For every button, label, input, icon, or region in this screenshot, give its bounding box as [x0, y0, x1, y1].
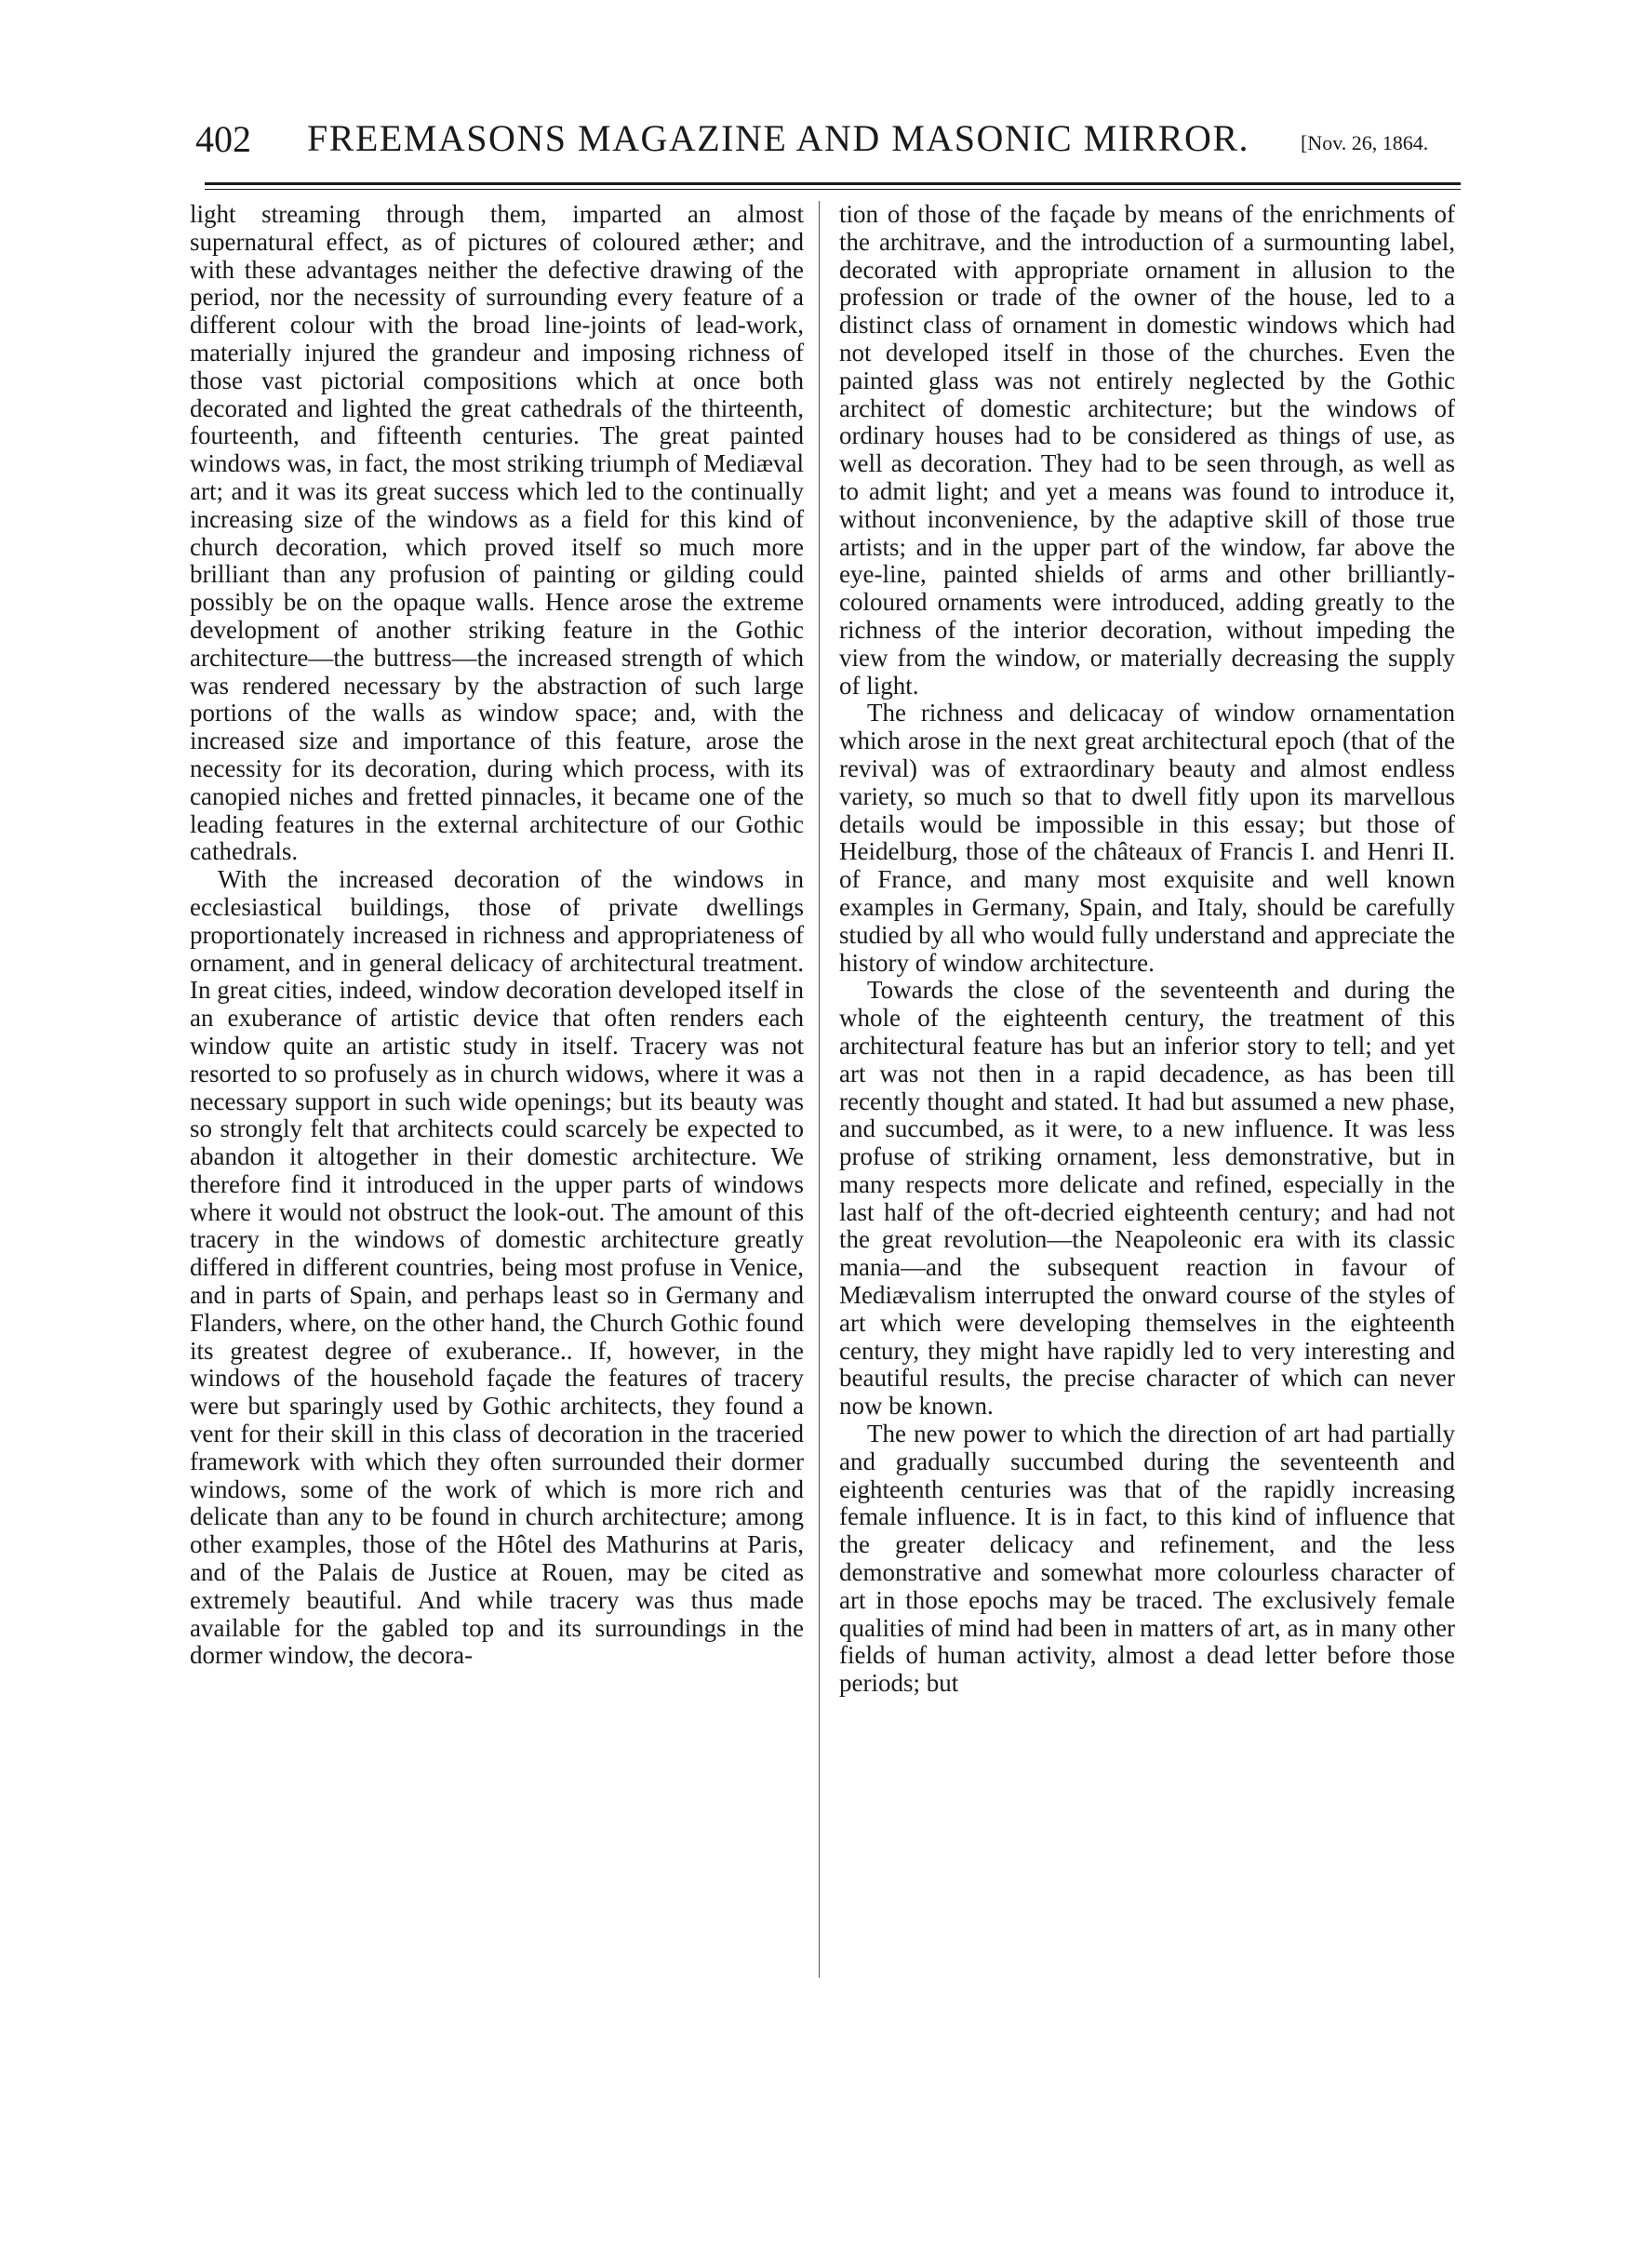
right-paragraph-3: Towards the close of the seventeenth and during the whole of the eighteenth century, the treatment of this architectural feature has but an inferior story to tell; and yet art was not then in a rapid decadence, as has been till recently thought and stated. It had but assumed a new phase, and succumbed, as it were, to a new influence. It was less profuse of striking ornament, less demonstrative, but in many respects more delicate and refined, especially in the last half of the oft-decried eighteenth century; and had not the great revolution—the Neapoleonic era with its classic mania—and the subsequent reaction in favour of Mediævalism interrupted the onward course of the styles of art which were developing themselves in the eighteenth century, they might have rapidly led to very interesting and beautiful results, the precise character of which can never now be known. [839, 976, 1455, 1421]
right-paragraph-4: The new power to which the direction of art had partially and gradually succumbed during the seventeenth and eighteenth centuries was that of the rapidly increasing female influence. It is in fact, to this kind of influence that the greater delicacy and refinement, and the less demonstrative and somewhat more colourless character of art in those epochs may be traced. The exclusively female qualities of mind had been in matters of art, as in many other fields of human activity, almost a dead letter before those periods; but [839, 1420, 1455, 1698]
issue-date: [Nov. 26, 1864. [1301, 131, 1429, 154]
right-paragraph-1: tion of those of the façade by means of the enrichments of the architrave, and the introduction of a surmounting label, decorated with appropriate ornament in allusion to the profession or trade of the owner of the house, led to a distinct class of ornament in domestic windows which had not developed itself in those of the churches. Even the painted glass was not entirely neglected by the Gothic architect of domestic architecture; but the windows of ordinary houses had to be considered as things of use, as well as decoration. They had to be seen through, as well as to admit light; and yet a means was found to introduce it, without inconvenience, by the adaptive skill of those true artists; and in the upper part of the window, far above the eye-line, painted shields of arms and other brilliantly-coloured ornaments were introduced, adding greatly to the richness of the interior decoration, without impeding the view from the window, or materially decreasing the supply of light. [839, 200, 1455, 700]
page-number: 402 [195, 118, 251, 160]
left-paragraph-1: light streaming through them, imparted an almost supernatural effect, as of pictures of coloured æther; and with these advantages neither the defective drawing of the period, nor the necessity of surrounding every feature of a different colour with the broad line-joints of lead-work, materially injured the grandeur and imposing richness of those vast pictorial compositions which at once both decorated and lighted the great cathedrals of the thirteenth, fourteenth, and fifteenth centuries. The great painted windows was, in fact, the most striking triumph of Mediæval art; and it was its great success which led to the continually increasing size of the windows as a field for this kind of church decoration, which proved itself so much more brilliant than any profusion of painting or gilding could possibly be on the opaque walls. Hence arose the extreme development of another striking feature in the Gothic architecture—the buttress—the increased strength of which was rendered necessary by the abstraction of such large portions of the walls as window space; and, with the increased size and importance of this feature, arose the necessity for its decoration, during which process, with its canopied niches and fretted pinnacles, it became one of the leading features in the external architecture of our Gothic cathedrals. [190, 200, 804, 866]
right-paragraph-2: The richness and delicacay of window ornamentation which arose in the next great architectural epoch (that of the revival) was of extraordinary beauty and almost endless variety, so much so that to dwell fitly upon its marvellous details would be impossible in this essay; but those of Heidelburg, those of the châteaux of Francis I. and Henri II. of France, and many most exquisite and well known examples in Germany, Spain, and Italy, should be carefully studied by all who would fully understand and appreciate the history of window architecture. [839, 699, 1455, 977]
column-divider [819, 201, 820, 1978]
left-column [190, 201, 804, 1670]
header-rule-thin [205, 189, 1461, 190]
header-rule-thick [205, 182, 1461, 185]
right-column [839, 201, 1455, 1698]
running-title: FREEMASONS MAGAZINE AND MASONIC MIRROR. [307, 117, 1250, 159]
left-paragraph-2: With the increased decoration of the windows in ecclesiastical buildings, those of private dwellings proportionately increased in richness and appropriateness of ornament, and in general delicacy of architectural treatment. In great cities, indeed, window decoration developed itself in an exuberance of artistic device that often renders each window quite an artistic study in itself. Tracery was not resorted to so profusely as in church widows, where it was a necessary support in such wide openings; but its beauty was so strongly felt that architects could scarcely be expected to abandon it altogether in their domestic architecture. We therefore find it introduced in the upper parts of windows where it would not obstruct the look-out. The amount of this tracery in the windows of domestic architecture greatly differed in different countries, being most profuse in Venice, and in parts of Spain, and perhaps least so in Germany and Flanders, where, on the other hand, the Church Gothic found its greatest degree of exuberance.. If, however, in the windows of the household façade the features of tracery were but sparingly used by Gothic architects, they found a vent for their skill in this class of decoration in the traceried framework with which they often surrounded their dormer windows, some of the work of which is more rich and delicate than any to be found in church architecture; among other examples, those of the Hôtel des Mathurins at Paris, and of the Palais de Justice at Rouen, may be cited as extremely beautiful. And while tracery was thus made available for the gabled top and its surroundings in the dormer window, the decora- [190, 865, 804, 1670]
